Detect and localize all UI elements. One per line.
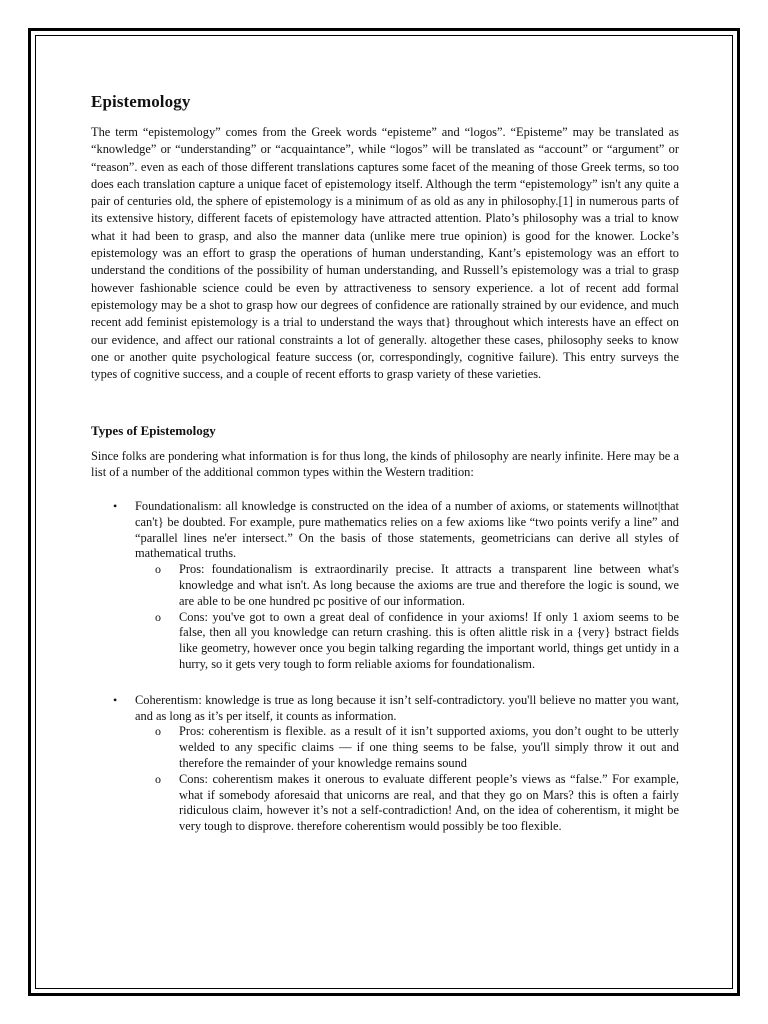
list-item-text: Foundationalism: all knowledge is constructed on the idea of a number of axioms, or statements willnot|that can't} be doubted. For example, pure mathematics relies on a few axioms like “two points verify a line” and “parallel lines ne'er intersect.” On the basis of those statements, geometricians can derive all styles of mathematical truths. [135, 499, 679, 561]
sub-list-item-text: Pros: foundationalism is extraordinarily precise. It attracts a transparent line between what's knowledge and what isn't. As long because the axioms are true and therefore the logic is sound, we are able to be one hundred pc positive of our information. [179, 562, 679, 608]
sub-list-item-text: Cons: you've got to own a great deal of confidence in your axioms! If only 1 axiom seems to be false, then all you knowledge can return crashing. this is often alittle risk in a {very} bstract fields like geometry, however once you begin talking regarding the important world, things get untidy in a hurry, so it gets very tough to form reliable axioms for foundationalism. [179, 609, 679, 672]
sub-list-item-cons [135, 772, 679, 835]
sub-list-item-text: Pros: coherentism is flexible. as a result of it isn’t supported axioms, you don’t ought to be utterly welded to any specific claims — if one thing seems to be false, you'll simply throw it out and therefore the remainder of your knowledge remains sound [179, 724, 679, 770]
circle-bullet-icon: o [155, 609, 161, 624]
sub-list-item-pros [135, 562, 679, 609]
page-title: Epistemology [91, 92, 191, 111]
list-item-coherentism [91, 693, 679, 835]
sub-list-item-cons [135, 610, 679, 673]
document-body [91, 92, 679, 855]
section-intro: Since folks are pondering what information is for thus long, the kinds of philosophy are nearly infinite. Here may be a list of a number of the additional common types within the Western tradition: [91, 449, 679, 480]
bullet-icon: • [113, 499, 118, 514]
circle-bullet-icon: o [155, 724, 161, 739]
sub-list [135, 724, 679, 835]
sub-list-item-text: Cons: coherentism makes it onerous to evaluate different people’s views as “false.” For example, what if somebody aforesaid that unicorns are real, and that they go on Mars? this is often a fairly ridiculous claim, however it’s not a self-contradiction! And, on the idea of coherentism, it might be very tough to disprove. therefore coherentism would possibly be too flexible. [179, 771, 679, 834]
sub-list [135, 562, 679, 673]
list-item-text: Coherentism: knowledge is true as long because it isn’t self-contradictory. you'll believe no matter you want, and as long as it’s per itself, it counts as information. [135, 692, 679, 723]
intro-paragraph: The term “epistemology” comes from the Greek words “episteme” and “logos”. “Episteme” may be translated as “knowledge” or “understanding” or “acquaintance”, while “logos” will be translated as “account” or “argument” or “reason”. even as each of those different translations captures some facet of the meaning of those Greek terms, so too does each translation capture a unique facet of epistemology itself. Although the term “epistemology” isn't any quite a pair of centuries old, the sphere of epistemology is a minimum of as old as any in philosophy.[1] in numerous parts of its extensive history, different facets of epistemology have attracted attention. Plato’s philosophy was a trial to know what it had been to grasp, and also the manner data (unlike mere true opinion) is good for the knower. Locke’s epistemology was an effort to grasp the operations of human understanding, Kant’s epistemology was an effort to understand the conditions of the possibility of human understanding, and Russell’s epistemology was a trial to grasp however fashionable science could be even by attractiveness to sensory experience. a lot of recent add formal epistemology may be a shot to grasp how our degrees of confidence are rationally strained by our evidence, and much recent add feminist epistemology is a trial to understand the ways that} throughout which interests have an effect on our evidence, and affect our rational constraints a lot of generally. altogether these cases, philosophy seeks to know one or another quite psychological feature success (or, correspondingly, cognitive failure). This entry surveys the types of cognitive success, and a couple of recent efforts to grasp variety of these varieties. [91, 125, 679, 382]
section-heading: Types of Epistemology [91, 423, 216, 439]
sub-list-item-pros [135, 724, 679, 771]
circle-bullet-icon: o [155, 562, 161, 577]
bullet-icon: • [113, 692, 118, 707]
types-list [91, 499, 679, 835]
circle-bullet-icon: o [155, 771, 161, 786]
list-item-foundationalism [91, 499, 679, 673]
